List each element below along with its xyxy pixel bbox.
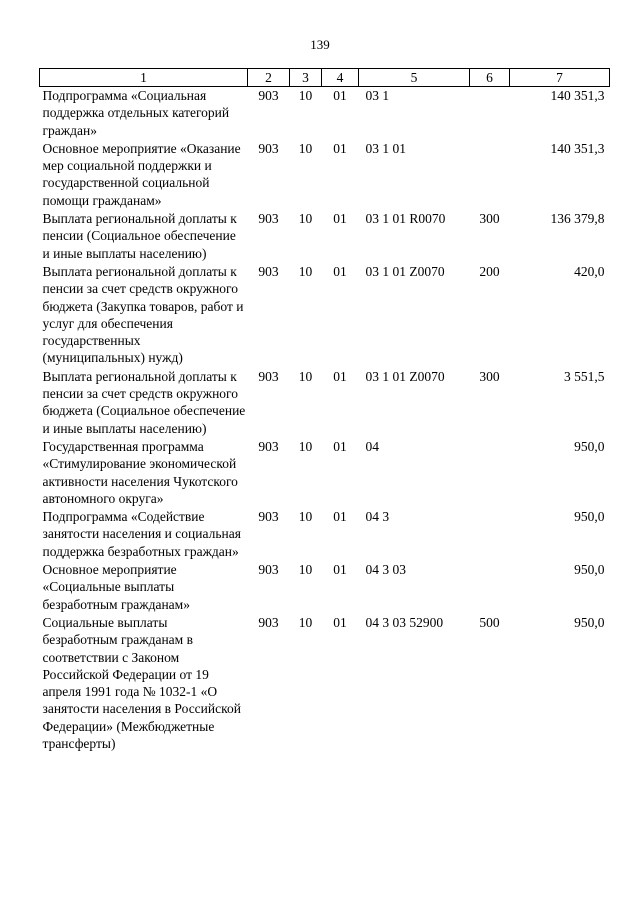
cell-col2: 903	[258, 562, 279, 578]
cell-col6: 300	[479, 368, 500, 384]
cell-col6	[470, 140, 510, 210]
cell-col5: 03 1	[365, 88, 390, 103]
cell-col7: 140 351,3	[550, 140, 605, 156]
column-header: 4	[322, 69, 359, 87]
cell-col5: 04 3 03	[365, 562, 406, 578]
cell-col2: 903	[258, 509, 279, 525]
row-description: Подпрограмма «Социальная поддержка отдельных категорий граждан»	[42, 88, 230, 138]
cell-col4: 01	[333, 140, 347, 156]
cell-col4: 01	[333, 509, 347, 525]
page-number: 139	[310, 37, 330, 52]
column-header: 3	[290, 69, 322, 87]
cell-col7: 136 379,8	[550, 211, 605, 227]
row-description: Выплата региональной доплаты к пенсии за счет средств окружного бюджета (Социальное обеспечение и иные выплаты населению)	[42, 368, 246, 436]
budget-table	[39, 68, 610, 753]
cell-col7: 950,0	[574, 438, 605, 454]
cell-col3: 10	[298, 368, 313, 384]
table-row	[40, 368, 610, 438]
table-row	[40, 438, 610, 508]
cell-col5: 03 1 01	[365, 140, 406, 156]
table-row	[40, 508, 610, 561]
row-description: Выплата региональной доплаты к пенсии (Социальное обеспечение и иные выплаты населению)	[42, 211, 237, 261]
cell-col6: 500	[479, 614, 500, 630]
column-header: 5	[359, 69, 470, 87]
table-row	[40, 87, 610, 140]
table-row	[40, 263, 610, 368]
cell-col5: 04	[365, 438, 379, 454]
cell-col7: 3 551,5	[564, 368, 605, 384]
table-row	[40, 614, 610, 753]
cell-col6: 200	[479, 263, 500, 279]
cell-col2: 903	[258, 140, 279, 156]
row-description: Выплата региональной доплаты к пенсии за счет средств окружного бюджета (Закупка товаров, работ и услуг для обеспечения государственных (муниципальных) нужд)	[42, 263, 244, 366]
table-row	[40, 561, 610, 614]
table-row	[40, 210, 610, 263]
row-description: Государственная программа «Стимулирование экономической активности населения Чукотского автономного округа»	[42, 438, 238, 506]
cell-col3: 10	[298, 263, 313, 279]
cell-col5: 03 1 01 Z0070	[365, 263, 445, 279]
cell-col5: 04 3 03 52900	[365, 614, 444, 630]
row-description: Основное мероприятие «Оказание мер социальной поддержки и государственной социальной помощи гражданам»	[42, 140, 241, 208]
cell-col7: 420,0	[574, 263, 605, 279]
cell-col5: 04 3	[365, 509, 390, 525]
column-header: 7	[510, 69, 610, 87]
table-row	[40, 140, 610, 210]
cell-col2: 903	[258, 88, 279, 103]
column-header: 1	[40, 69, 248, 87]
cell-col3: 10	[298, 211, 313, 227]
row-description: Подпрограмма «Содействие занятости населения и социальная поддержка безработных граждан»	[42, 509, 241, 559]
cell-col4: 01	[333, 263, 347, 279]
cell-col7: 950,0	[574, 509, 605, 525]
cell-col4: 01	[333, 562, 347, 578]
cell-col2: 903	[258, 614, 279, 630]
cell-col4: 01	[333, 211, 347, 227]
cell-col3: 10	[298, 140, 313, 156]
cell-col4: 01	[333, 88, 347, 103]
cell-col7: 950,0	[574, 562, 605, 578]
cell-col6: 300	[479, 211, 500, 227]
cell-col2: 903	[258, 368, 279, 384]
cell-col6	[470, 561, 510, 614]
table-header-row	[40, 69, 610, 87]
cell-col5: 03 1 01 Z0070	[365, 368, 445, 384]
cell-col6	[470, 508, 510, 561]
cell-col6	[470, 438, 510, 508]
row-description: Основное мероприятие «Социальные выплаты безработным гражданам»	[42, 562, 190, 612]
column-header: 6	[470, 69, 510, 87]
cell-col2: 903	[258, 263, 279, 279]
cell-col2: 903	[258, 211, 279, 227]
cell-col3: 10	[298, 88, 313, 103]
cell-col6	[470, 87, 510, 140]
cell-col5: 03 1 01 R0070	[365, 211, 446, 227]
column-header: 2	[248, 69, 290, 87]
cell-col3: 10	[298, 509, 313, 525]
cell-col7: 140 351,3	[550, 88, 605, 103]
cell-col4: 01	[333, 614, 347, 630]
cell-col2: 903	[258, 438, 279, 454]
cell-col3: 10	[298, 438, 313, 454]
row-description: Социальные выплаты безработным гражданам в соответствии с Законом Российской Федерации от 19 апреля 1991 года № 1032-1 «О занятости населения в Российской Федерации» (Межбюджетные трансферты)	[42, 614, 241, 751]
cell-col4: 01	[333, 438, 347, 454]
cell-col3: 10	[298, 562, 313, 578]
cell-col4: 01	[333, 368, 347, 384]
cell-col7: 950,0	[574, 614, 605, 630]
cell-col3: 10	[298, 614, 313, 630]
